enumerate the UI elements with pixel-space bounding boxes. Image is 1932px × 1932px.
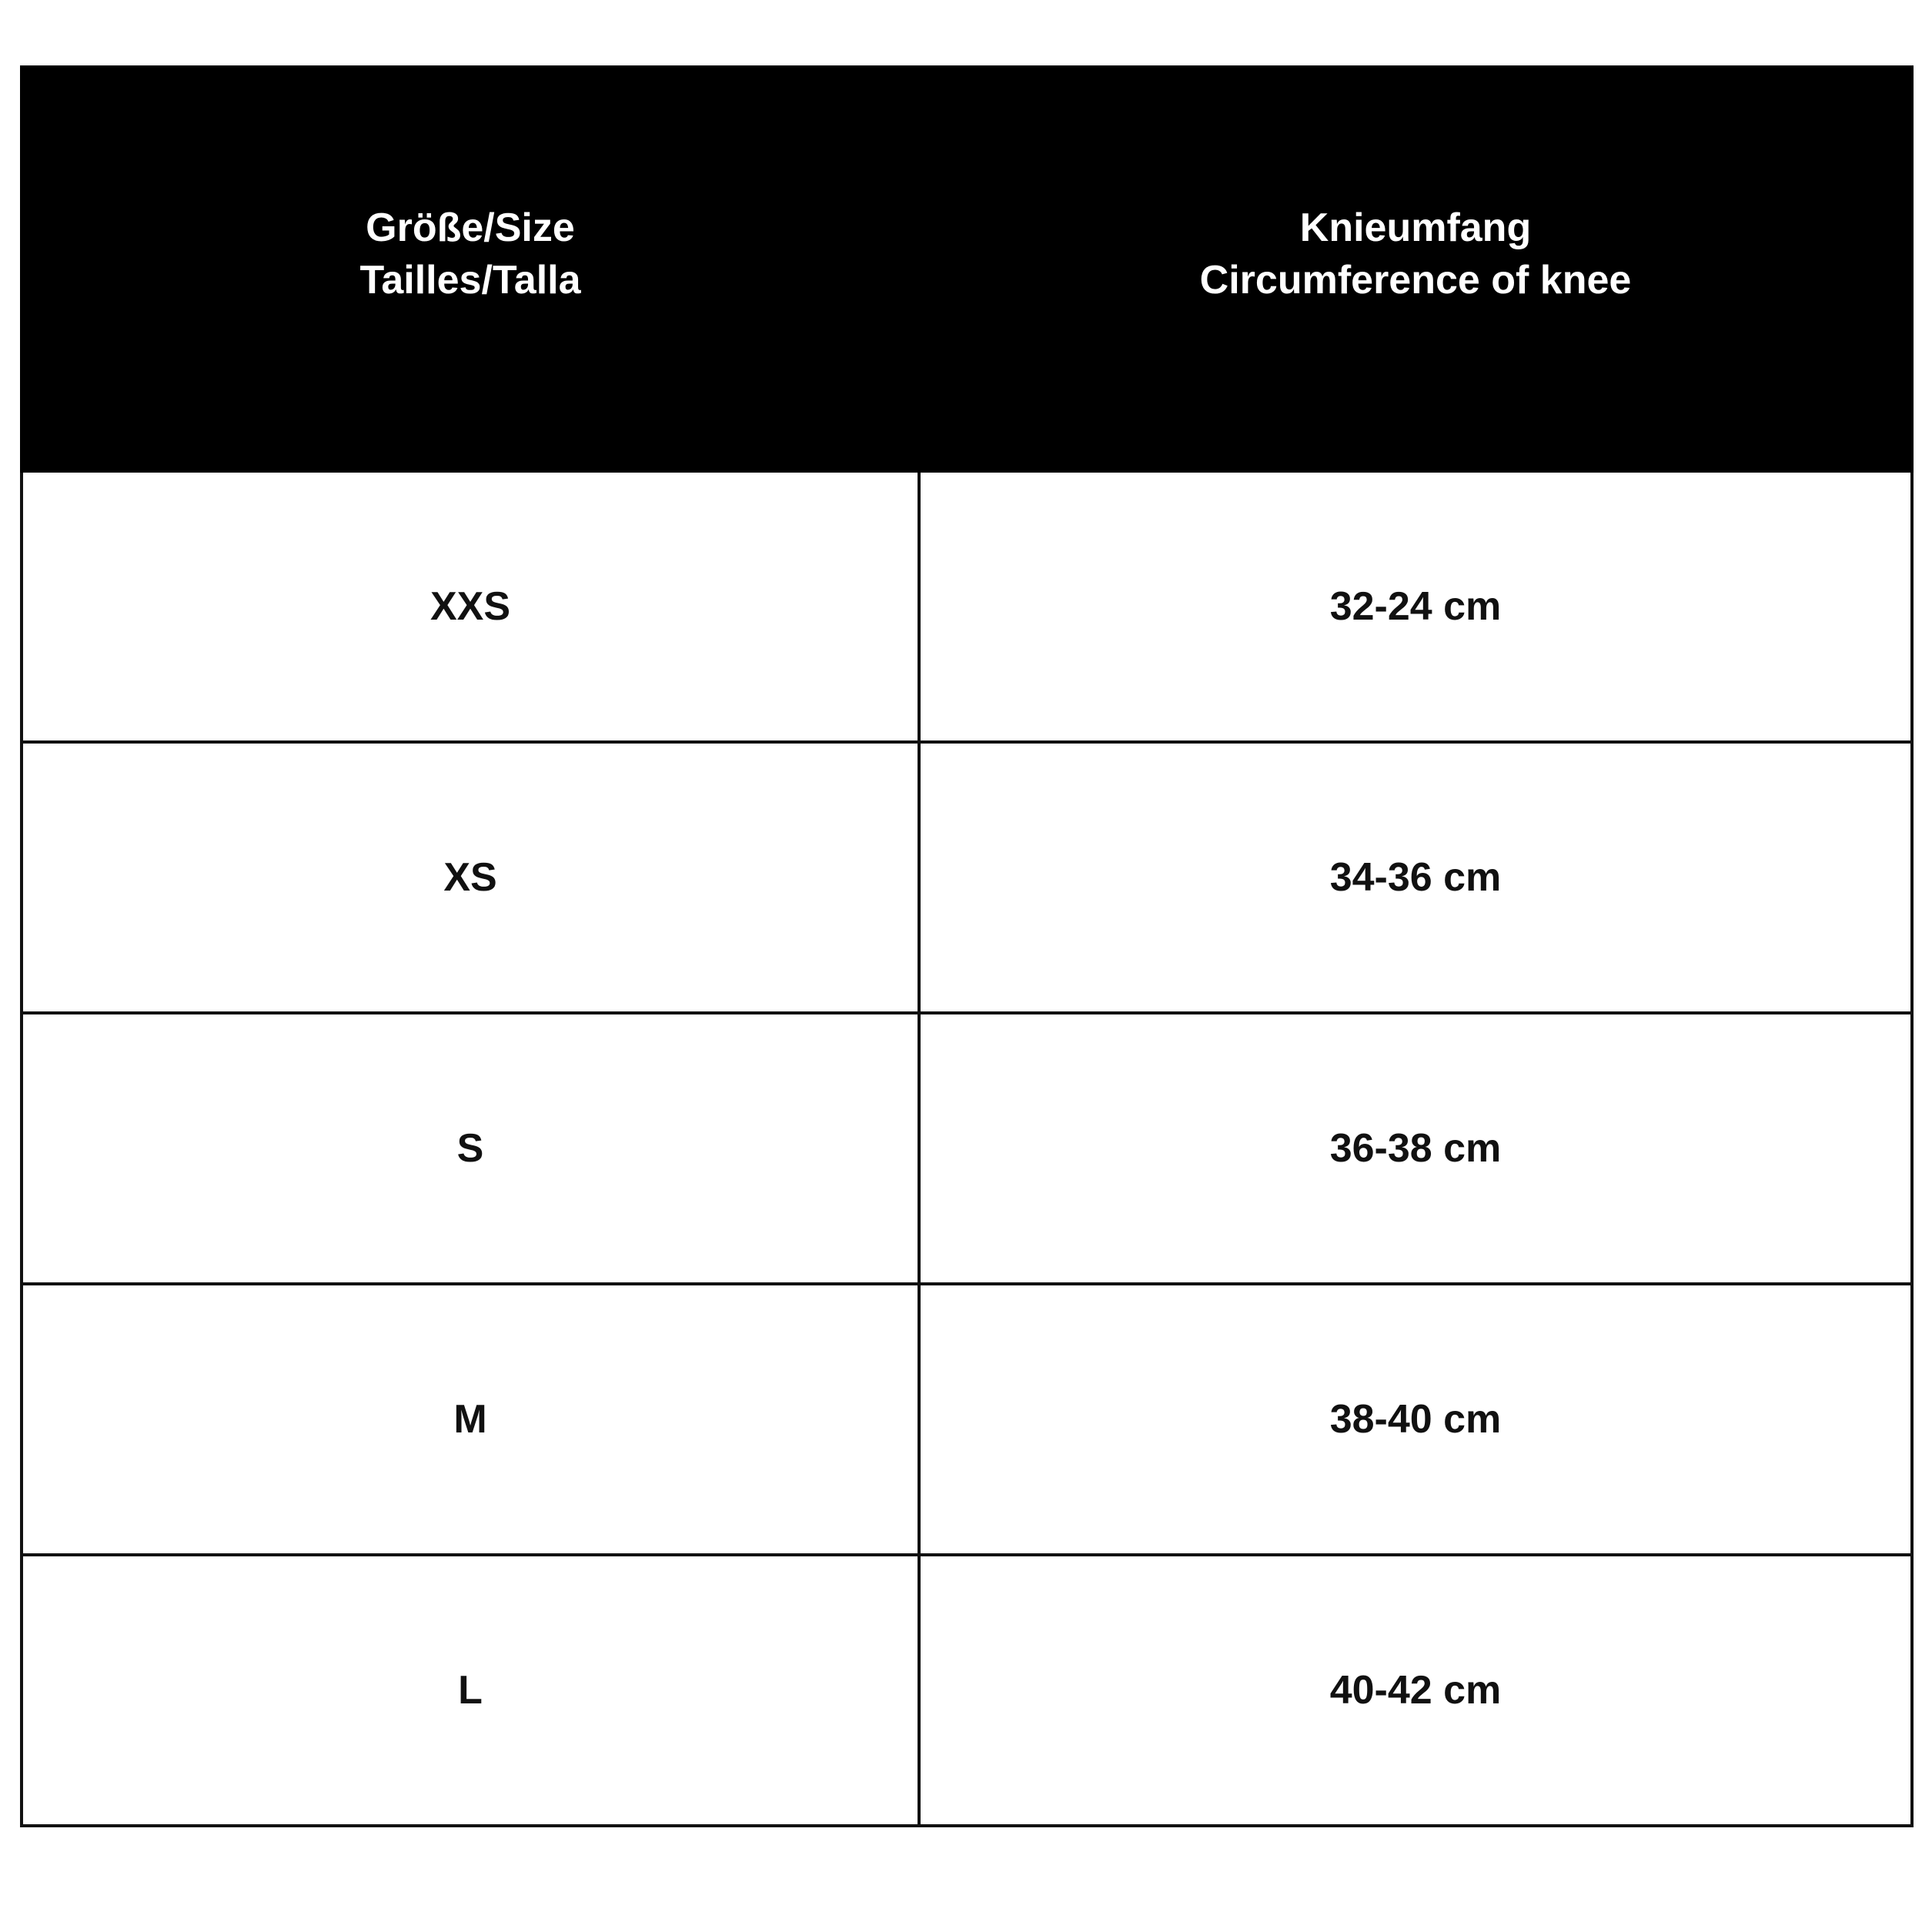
table-row [22, 742, 1912, 1013]
size-column-header [22, 67, 919, 471]
size-cell: M [22, 1284, 919, 1555]
range-cell: 38-40 cm [919, 1284, 1912, 1555]
size-header-line-2: Tailles/Talla [359, 257, 581, 303]
range-cell: 40-42 cm [919, 1555, 1912, 1826]
size-cell: XS [22, 742, 919, 1013]
size-header-line-1: Größe/Size [366, 205, 575, 250]
knee-circumference-column-header [919, 67, 1912, 471]
size-cell: XXS [22, 471, 919, 742]
table-header [22, 67, 1912, 471]
size-cell: L [22, 1555, 919, 1826]
table-row [22, 471, 1912, 742]
knee-header-line-2: Circumference of knee [1199, 257, 1632, 303]
size-cell: S [22, 1013, 919, 1284]
size-chart-table [20, 65, 1914, 1827]
range-cell: 36-38 cm [919, 1013, 1912, 1284]
knee-header-line-1: Knieumfang [1299, 205, 1532, 250]
table-body [22, 471, 1912, 1826]
range-cell: 34-36 cm [919, 742, 1912, 1013]
range-cell: 32-24 cm [919, 471, 1912, 742]
table-row [22, 1555, 1912, 1826]
header-row [22, 67, 1912, 471]
table-row [22, 1284, 1912, 1555]
table-row [22, 1013, 1912, 1284]
